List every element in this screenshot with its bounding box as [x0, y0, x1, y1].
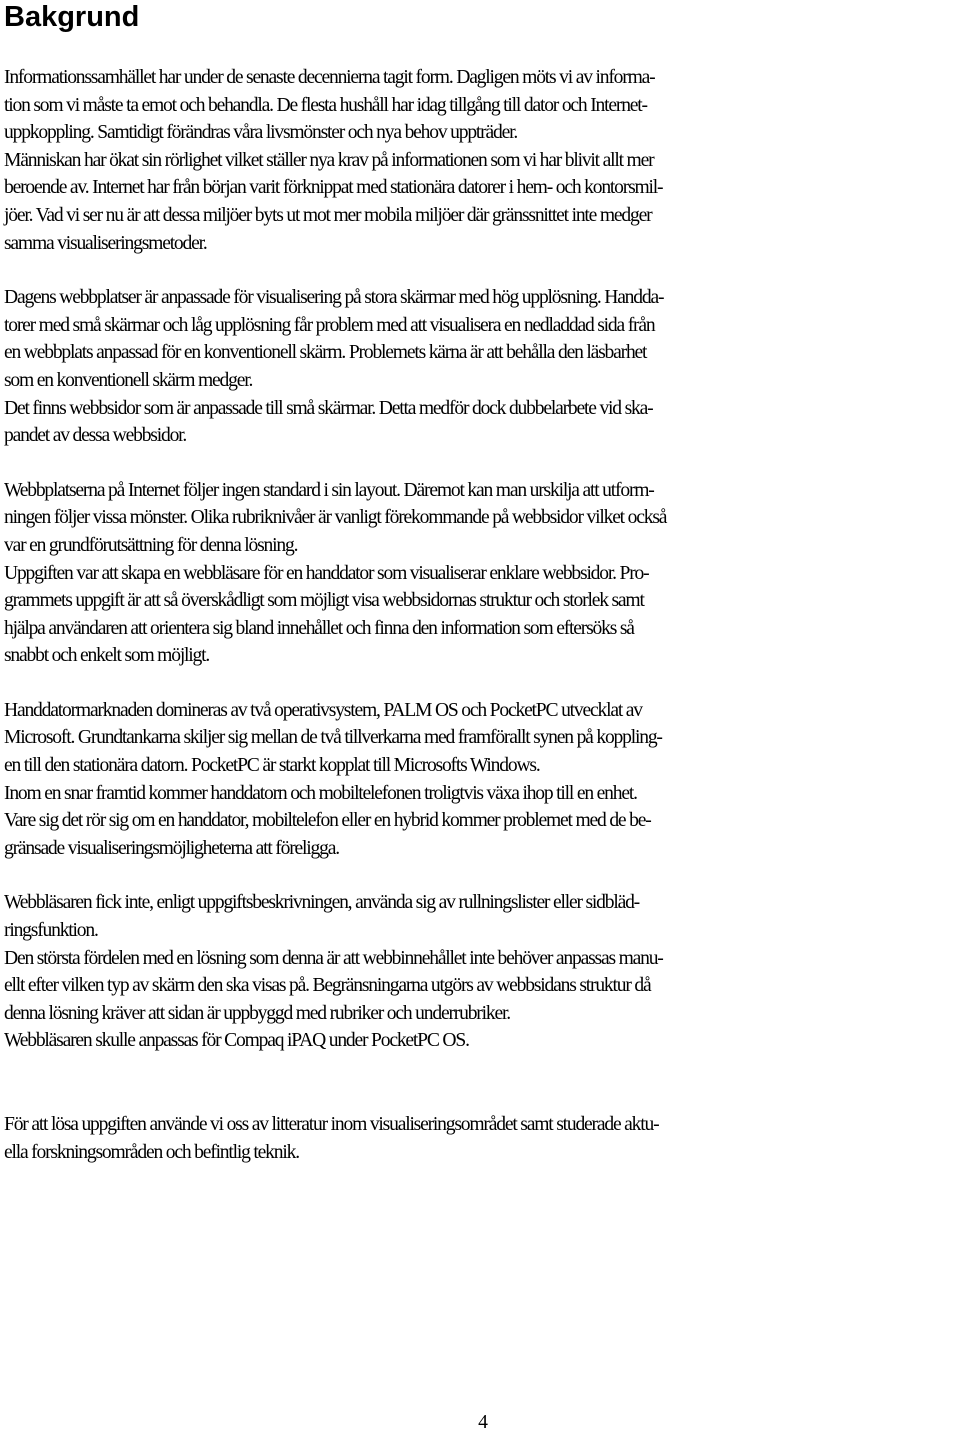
text-line: Handdatormarknaden domineras av två operativsystem, PALM OS och PocketPC utvecklat av — [4, 699, 642, 721]
text-line: ella forskningsområden och befintlig teknik. — [4, 1141, 299, 1163]
text-line: Människan har ökat sin rörlighet vilket ställer nya krav på informationen som vi har blivit allt mer — [4, 149, 654, 171]
text-line: var en grundförutsättning för denna lösning. — [4, 534, 298, 556]
paragraph-spacer — [4, 670, 960, 697]
text-line: Uppgiften var att skapa en webbläsare för en handdator som visualiserar enklare webbsidor. Pro- — [4, 562, 649, 584]
text-line: Dagens webbplatser är anpassade för visualisering på stora skärmar med hög upplösning. Handda- — [4, 287, 664, 309]
paragraph-spacer — [4, 450, 960, 477]
text-line: torer med små skärmar och låg upplösning får problem med att visualisera en nedladdad sida från — [4, 314, 655, 336]
text-line: ellt efter vilken typ av skärm den ska visas på. Begränsningarna utgörs av webbsidans struktur då — [4, 975, 651, 997]
text-line: uppkoppling. Samtidigt förändras våra livsmönster och nya behov uppträder. — [4, 122, 518, 144]
text-line: ningen följer vissa mönster. Olika rubriknivåer är vanligt förekommande på webbsidor vilket också — [4, 507, 667, 529]
paragraph-spacer — [4, 1055, 960, 1111]
paragraph-3 — [4, 477, 960, 670]
document-body — [4, 64, 960, 1166]
paragraph-2 — [4, 284, 960, 450]
text-line: jöer. Vad vi ser nu är att dessa miljöer byts ut mot mer mobila miljöer där gränssnittet inte medger — [4, 204, 652, 226]
text-line: Informationssamhället har under de senaste decennierna tagit form. Dagligen möts vi av informa- — [4, 67, 655, 88]
text-line: Webbläsaren fick inte, enligt uppgiftsbeskrivningen, använda sig av rullningslister eller sidbläd- — [4, 892, 639, 914]
text-line: Microsoft. Grundtankarna skiljer sig mellan de två tillverkarna med framförallt synen på koppling- — [4, 727, 662, 749]
paragraph-spacer — [4, 862, 960, 889]
section-heading: Bakgrund — [4, 1, 140, 33]
text-line: pandet av dessa webbsidor. — [4, 425, 187, 447]
paragraph-4 — [4, 697, 960, 863]
page-number: 4 — [478, 1412, 488, 1433]
text-line: För att lösa uppgiften använde vi oss av litteratur inom visualiseringsområdet samt studerade aktu- — [4, 1114, 659, 1135]
text-line: snabbt och enkelt som möjligt. — [4, 645, 210, 667]
text-line: Webbläsaren skulle anpassas för Compaq iPAQ under PocketPC OS. — [4, 1030, 469, 1052]
text-line: en webbplats anpassad för en konventionell skärm. Problemets kärna är att behålla den läsbarhet — [4, 342, 647, 364]
text-line: en till den stationära datorn. PocketPC är starkt kopplat till Microsofts Windows. — [4, 755, 540, 777]
paragraph-5 — [4, 889, 960, 1055]
text-line: tion som vi måste ta emot och behandla. De flesta hushåll har idag tillgång till dator och Internet- — [4, 94, 647, 116]
text-line: samma visualiseringsmetoder. — [4, 232, 207, 254]
text-line: grammets uppgift är att så överskådligt som möjligt visa webbsidornas struktur och storlek samt — [4, 590, 644, 612]
text-line: gränsade visualiseringsmöjligheterna att föreligga. — [4, 837, 339, 859]
paragraph-1 — [4, 64, 960, 257]
text-line: hjälpa användaren att orientera sig bland innehållet och finna den information som eftersöks så — [4, 617, 634, 639]
text-line: Inom en snar framtid kommer handdatorn och mobiltelefonen troligtvis växa ihop till en enhet. — [4, 782, 637, 804]
text-line: denna lösning kräver att sidan är uppbyggd med rubriker och underrubriker. — [4, 1002, 510, 1024]
text-line: beroende av. Internet har från början varit förknippat med stationära datorer i hem- och kontorsmil- — [4, 177, 663, 199]
text-line: Den största fördelen med en lösning som denna är att webbinnehållet inte behöver anpassas manu- — [4, 947, 663, 969]
text-line: som en konventionell skärm medger. — [4, 369, 253, 391]
paragraph-6 — [4, 1111, 960, 1166]
text-line: ringsfunktion. — [4, 920, 98, 942]
paragraph-spacer — [4, 257, 960, 284]
text-line: Det finns webbsidor som är anpassade till små skärmar. Detta medför dock dubbelarbete vid ska- — [4, 397, 653, 419]
text-line: Webbplatserna på Internet följer ingen standard i sin layout. Däremot kan man urskilja att utform- — [4, 479, 654, 501]
text-line: Vare sig det rör sig om en handdator, mobiltelefon eller en hybrid kommer problemet med de be- — [4, 810, 651, 832]
